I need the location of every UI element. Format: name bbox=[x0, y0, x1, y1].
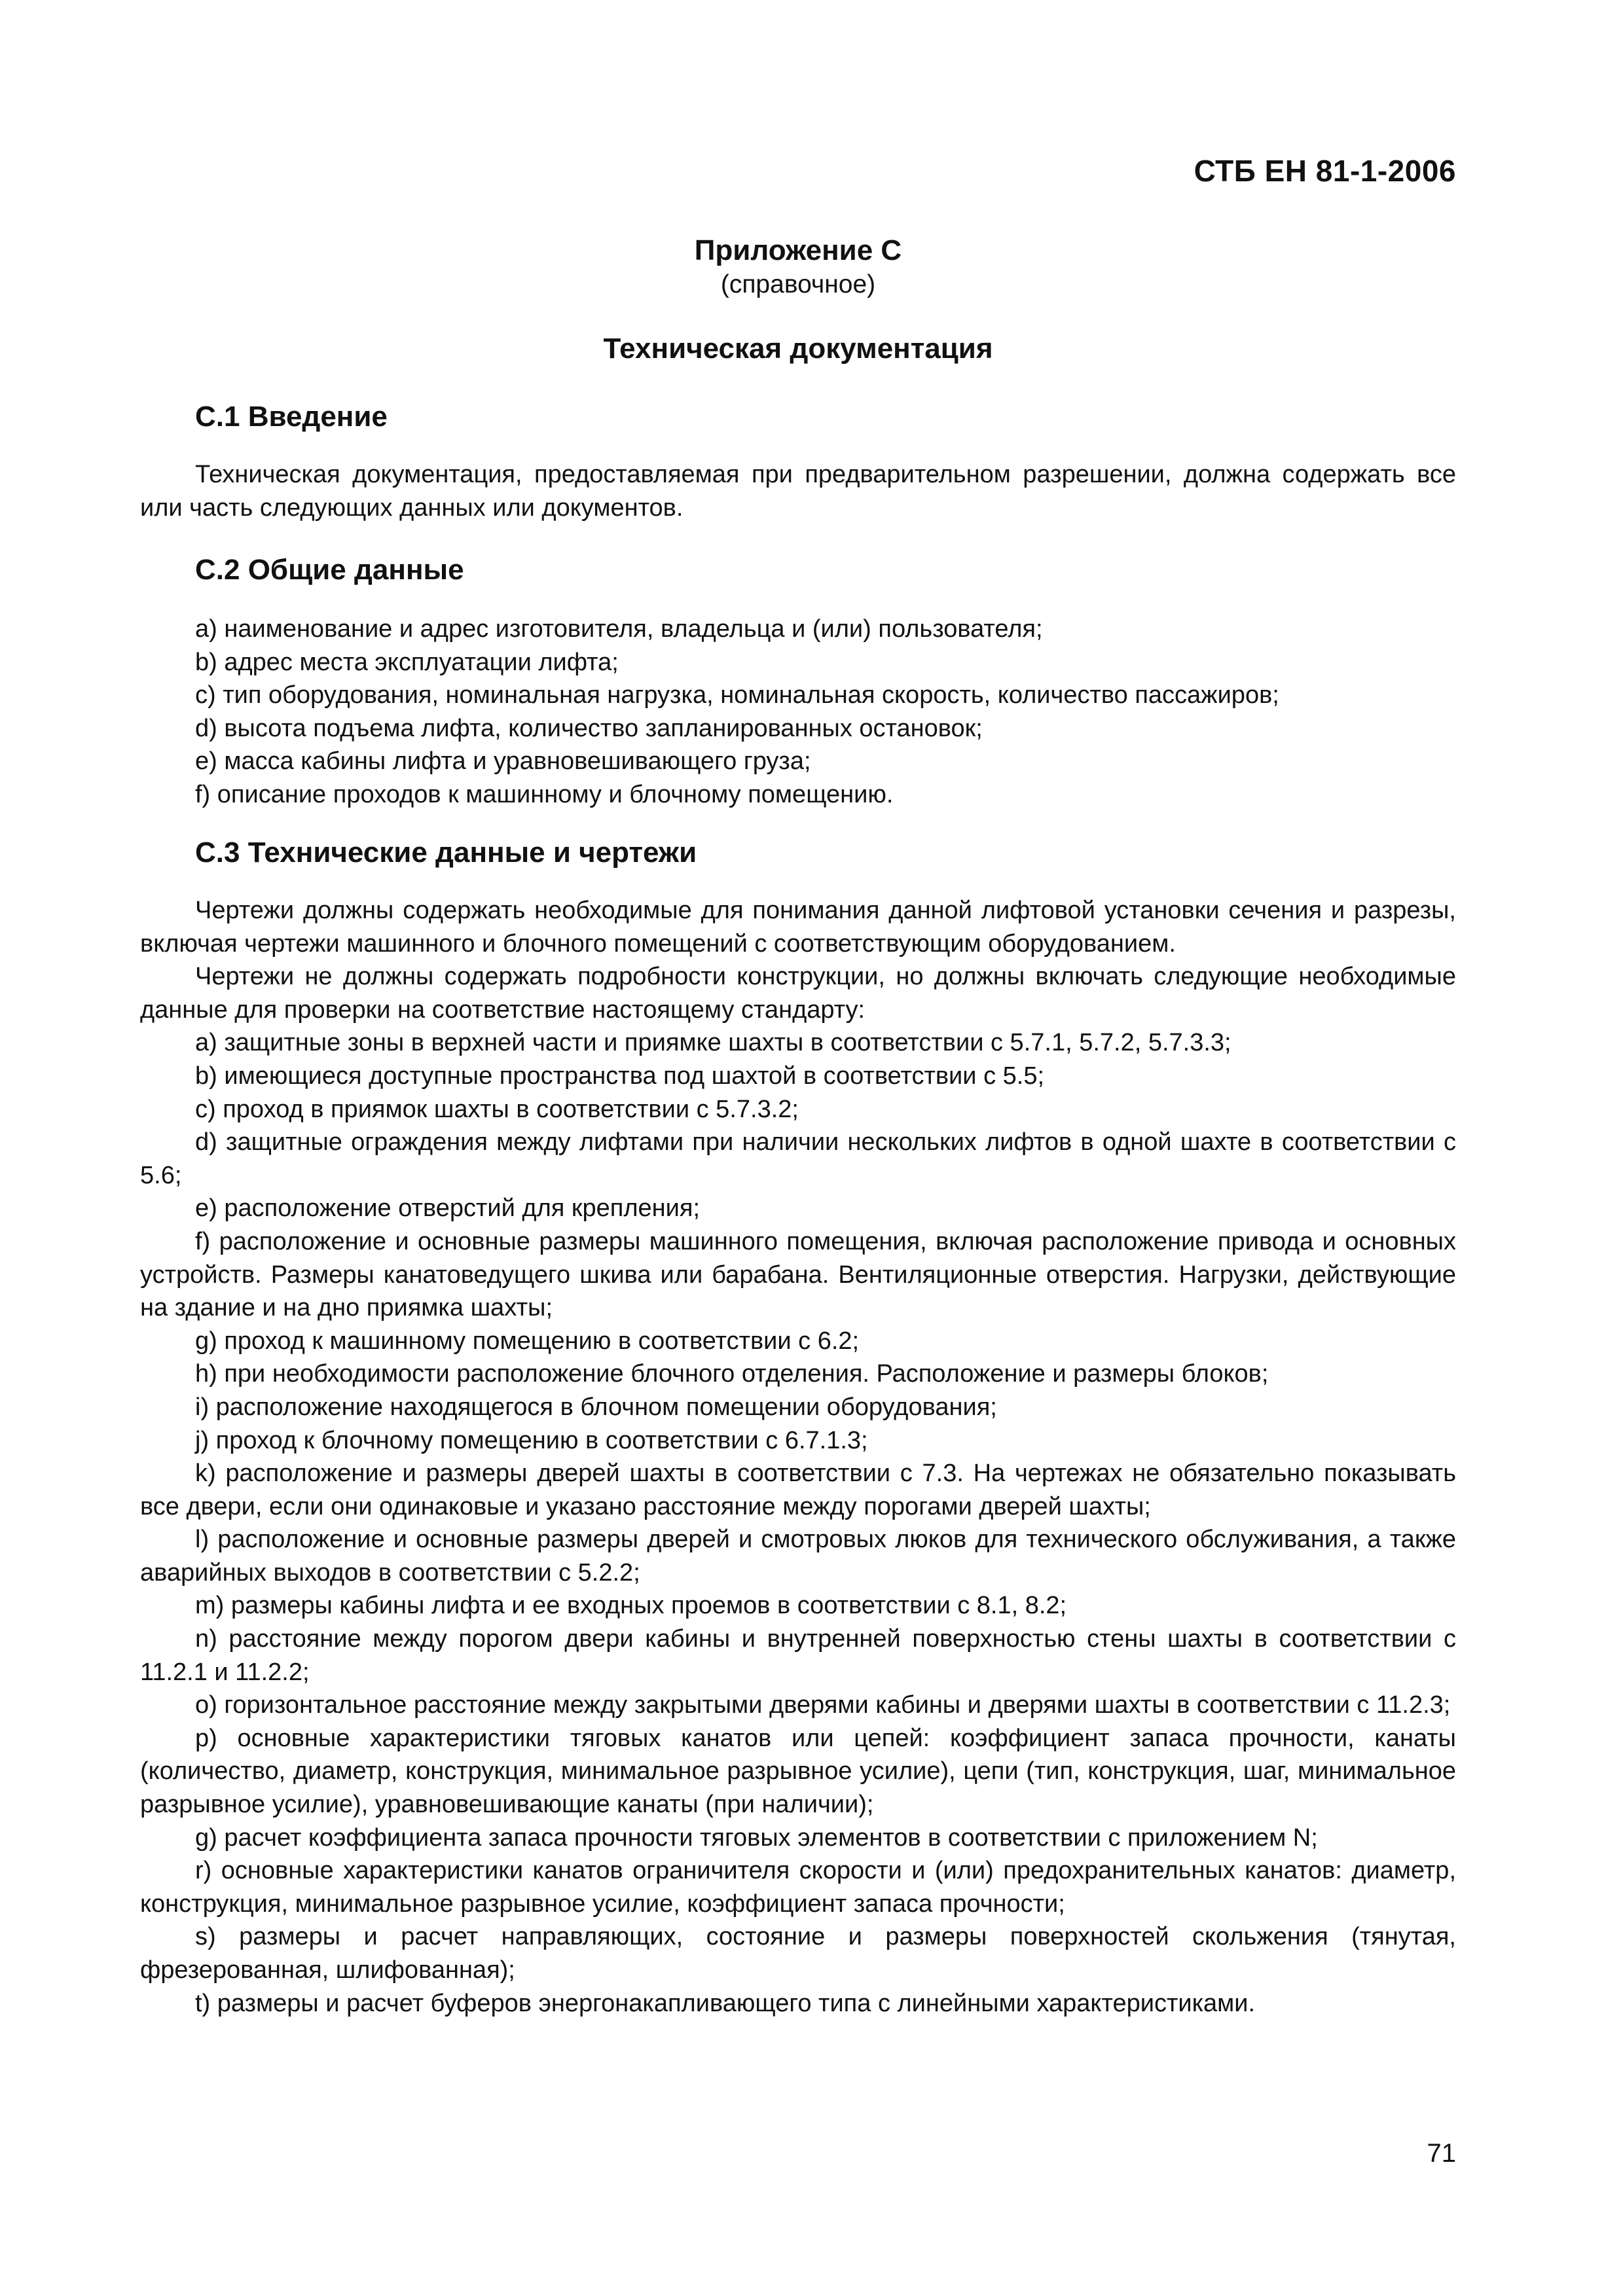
list-item: f) расположение и основные размеры машинного помещения, включая расположение привода и основных устройств. Размеры канатоведущего шкива или барабана. Вентиляционные отверстия. Нагрузки, действующие на здание и на дно приямка шахты; bbox=[140, 1227, 1456, 1322]
annex-heading: Техническая документация bbox=[603, 332, 993, 365]
list-item: l) расположение и основные размеры дверей и смотровых люков для технического обслуживания, а также аварийных выходов в соответствии с 5.2.2; bbox=[140, 1526, 1456, 1587]
list-item: s) размеры и расчет направляющих, состояние и размеры поверхностей скольжения (тянутая, фрезерованная, шлифованная); bbox=[140, 1923, 1456, 1984]
list-item: k) расположение и размеры дверей шахты в соответствии с 7.3. На чертежах не обязательно показывать все двери, если они одинаковые и указано расстояние между порогами дверей шахты; bbox=[140, 1460, 1456, 1520]
list-item: j) проход к блочному помещению в соответствии с 6.7.1.3; bbox=[195, 1426, 868, 1454]
list-item: r) основные характеристики канатов ограничителя скорости и (или) предохранительных канатов: диаметр, конструкция, минимальное разрывное усилие, коэффициент запаса прочности; bbox=[140, 1857, 1456, 1918]
list-item: f) описание проходов к машинному и блочному помещению. bbox=[195, 780, 894, 808]
list-item: d) высота подъема лифта, количество запланированных остановок; bbox=[195, 714, 983, 742]
page-number: 71 bbox=[1427, 2139, 1456, 2168]
list-item: h) при необходимости расположение блочного отделения. Расположение и размеры блоков; bbox=[195, 1360, 1269, 1388]
list-item: e) масса кабины лифта и уравновешивающего груза; bbox=[195, 747, 811, 776]
list-item: a) защитные зоны в верхней части и приямке шахты в соответствии с 5.7.1, 5.7.2, 5.7.3.3; bbox=[195, 1029, 1231, 1057]
list-item: a) наименование и адрес изготовителя, владельца и (или) пользователя; bbox=[195, 615, 1043, 643]
list-item: i) расположение находящегося в блочном помещении оборудования; bbox=[195, 1393, 997, 1421]
paragraph: Чертежи должны содержать необходимые для понимания данной лифтовой установки сечения и разрезы, включая чертежи машинного и блочного помещений с соответствующим оборудованием. bbox=[140, 897, 1456, 958]
standard-code: СТБ ЕН 81-1-2006 bbox=[1194, 154, 1456, 188]
list-item: n) расстояние между порогом двери кабины и внутренней поверхностью стены шахты в соответствии с 11.2.1 и 11.2.2; bbox=[140, 1625, 1456, 1686]
list-item: c) проход в приямок шахты в соответствии с 5.7.3.2; bbox=[195, 1095, 799, 1123]
list-item: g) проход к машинному помещению в соответствии с 6.2; bbox=[195, 1327, 860, 1355]
list-item: e) расположение отверстий для крепления; bbox=[195, 1194, 701, 1223]
section-c1-title: С.1 Введение bbox=[195, 401, 388, 433]
list-item: m) размеры кабины лифта и ее входных проемов в соответствии с 8.1, 8.2; bbox=[195, 1592, 1067, 1620]
section-c3-title: С.3 Технические данные и чертежи bbox=[195, 836, 697, 869]
list-item: b) имеющиеся доступные пространства под шахтой в соответствии с 5.5; bbox=[195, 1062, 1045, 1090]
list-item: t) размеры и расчет буферов энергонакапливающего типа с линейными характеристиками. bbox=[195, 1989, 1256, 2017]
annex-title-block bbox=[140, 233, 1456, 301]
paragraph: Чертежи не должны содержать подробности конструкции, но должны включать следующие необходимые данные для проверки на соответствие настоящему стандарту: bbox=[140, 963, 1456, 1024]
section-c3-body bbox=[140, 894, 1456, 2020]
list-item: c) тип оборудования, номинальная нагрузка, номинальная скорость, количество пассажиров; bbox=[195, 681, 1279, 709]
list-item: p) основные характеристики тяговых канатов или цепей: коэффициент запаса прочности, канаты (количество, диаметр, конструкция, минимальное разрывное усилие), цепи (тип, конструкция, шаг, минимальное разрывное усилие), уравновешивающие канаты (при наличии); bbox=[140, 1724, 1456, 1819]
list-item: d) защитные ограждения между лифтами при наличии нескольких лифтов в одной шахте в соответствии с 5.6; bbox=[140, 1128, 1456, 1189]
section-c2-title: С.2 Общие данные bbox=[195, 554, 464, 586]
section-c1-body bbox=[140, 458, 1456, 524]
document-page bbox=[140, 0, 1456, 2296]
list-item: b) адрес места эксплуатации лифта; bbox=[195, 648, 619, 676]
list-item: o) горизонтальное расстояние между закрытыми дверями кабины и дверями шахты в соответствии с 11.2.3; bbox=[195, 1691, 1451, 1719]
section-c1-paragraph: Техническая документация, предоставляемая при предварительном разрешении, должна содержать все или часть следующих данных или документов. bbox=[140, 461, 1456, 522]
section-c2-list bbox=[140, 613, 1456, 812]
annex-title: Приложение С bbox=[694, 234, 902, 266]
list-item: g) расчет коэффициента запаса прочности тяговых элементов в соответствии с приложением N; bbox=[195, 1823, 1318, 1852]
annex-subtitle: (справочное) bbox=[720, 270, 876, 298]
